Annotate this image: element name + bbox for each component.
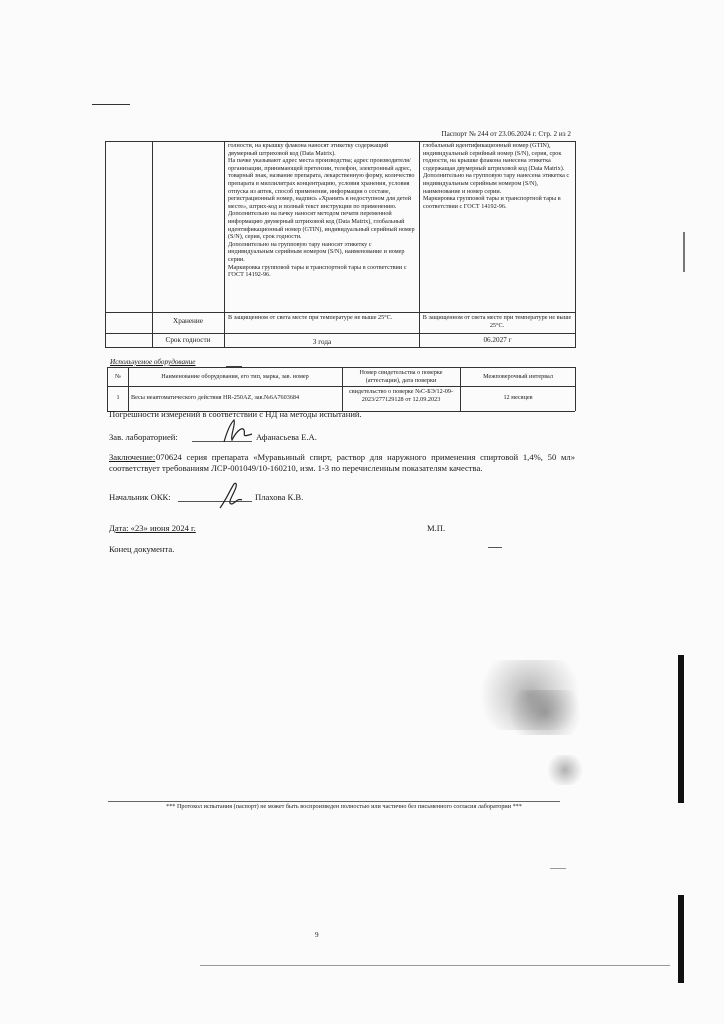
row-label-storage: Хранение: [173, 317, 203, 325]
footer-rule: [108, 801, 560, 802]
equipment-header-certificate: Номер свидетельства о поверке (аттестации), дата поверки: [359, 369, 443, 384]
storage-requirement: В защищенном от света месте при температуре не выше 25°С.: [228, 314, 393, 321]
okk-signature: [216, 480, 248, 512]
result-cell: глобальный идентификационный номер (GTIN), индивидуальный серийный номер (S/N), серия, срок годности, на крышке флакона нанесена этикетка содержащая двумерный штриховой код (Data Matrix). Дополнительно на групповую тару нанесена этикетка с индивидуальным серийным номером (S/N), наименование и номер серии. Маркировка групповой тары и транспортной тары в соответствии с ГОСТ 14192-96.: [423, 142, 570, 210]
conclusion-text: 070624 серия препарата «Муравьиный спирт, раствор для наружного применения спиртовой 1,4%, 50 мл» соответствует требованиям ЛСР-001049/10-160210, изм. 1-3 по перечисленным показателям качества.: [109, 452, 575, 473]
scan-bar: [678, 655, 684, 803]
scan-artifact: [545, 755, 585, 785]
scan-bar: [683, 232, 685, 272]
equipment-row-interval: 12 месяцев: [503, 394, 533, 401]
equipment-header-name: Наименование оборудования, его тип, марка, зав. номер: [161, 373, 309, 380]
equipment-heading: Используемое оборудование: [110, 358, 196, 366]
document-date: Дата: «23» июня 2024 г.: [109, 523, 196, 533]
okk-label: Начальник ОКК:: [109, 492, 171, 502]
conclusion-label: Заключение:: [109, 452, 156, 462]
equipment-row-number: 1: [116, 394, 120, 401]
equipment-header-number: №: [115, 373, 121, 380]
scan-artifact: [500, 690, 590, 735]
passport-header: Паспорт № 244 от 23.06.2024 г. Стр. 2 из 2: [441, 130, 571, 138]
scan-mark: [92, 104, 130, 105]
lab-head-label: Зав. лабораторией:: [109, 432, 178, 442]
end-of-document: Конец документа.: [109, 544, 175, 554]
shelf-life-result: 06.2027 г: [483, 336, 512, 344]
scan-mark: [488, 547, 502, 548]
page-number: 9: [315, 931, 319, 939]
scan-mark: [200, 965, 670, 966]
footer-note: *** Протокол испытания (паспорт) не может быть воспроизведен полностью или частично без письменного согласия лаборатории ***: [166, 803, 522, 810]
scan-bar: [678, 895, 684, 983]
okk-name: Плахова К.В.: [255, 492, 304, 502]
error-statement: Погрешности измерений в соответствии с НД на методы испытаний.: [109, 409, 362, 419]
equipment-row-certificate: свидетельство о поверке №С-БЭ/12-09-2023/277129128 от 12.09.2023: [348, 388, 454, 403]
lab-head-signature: [218, 418, 258, 446]
equipment-header-interval: Межповерочный интервал: [483, 373, 553, 380]
requirement-cell: голности, на крышку флакона наносят этикетку содержащий двумерный штриховой код (Data Matrix). На пачке указывают адрес места производства; адрес производителя/организации, принимающей претензии, телефон, электронный адрес, товарный знак, название препарата, лекарственную форму, количество препарата в миллилитрах концентрацию, условия хранения, условия отпуска из аптек, способ применения, информация о составе, регистрационный номер, надпись «Хранить в недоступном для детей месте», штрих-код и полный текст инструкции по применению. Дополнительно на пачку наносят методом печати переменной информацию двумерный штриховой код (Data Matrix), глобальный идентификационный номер (GTIN), индивидуальный серийный номер (S/N), серия, срок годности. Дополнительно на групповую тару наносят этикетку с индивидуальным серийным номером (S/N), наименование и номер серии. Маркировка групповой тары и транспортной тары в соответствии с ГОСТ 14192-96.: [228, 142, 415, 279]
storage-result: В защищенном от света месте при температуре не выше 25°С.: [422, 314, 572, 329]
scan-mark: [550, 868, 566, 869]
shelf-life-requirement: 3 года: [312, 338, 332, 346]
row-label-shelf-life: Срок годности: [165, 336, 211, 344]
equipment-row-name: Весы неавтоматического действия HR-250AZ, зав.№6A7603684: [131, 394, 300, 401]
lab-head-name: Афанасьева Е.А.: [256, 432, 317, 442]
stamp-placeholder: М.П.: [427, 523, 446, 533]
